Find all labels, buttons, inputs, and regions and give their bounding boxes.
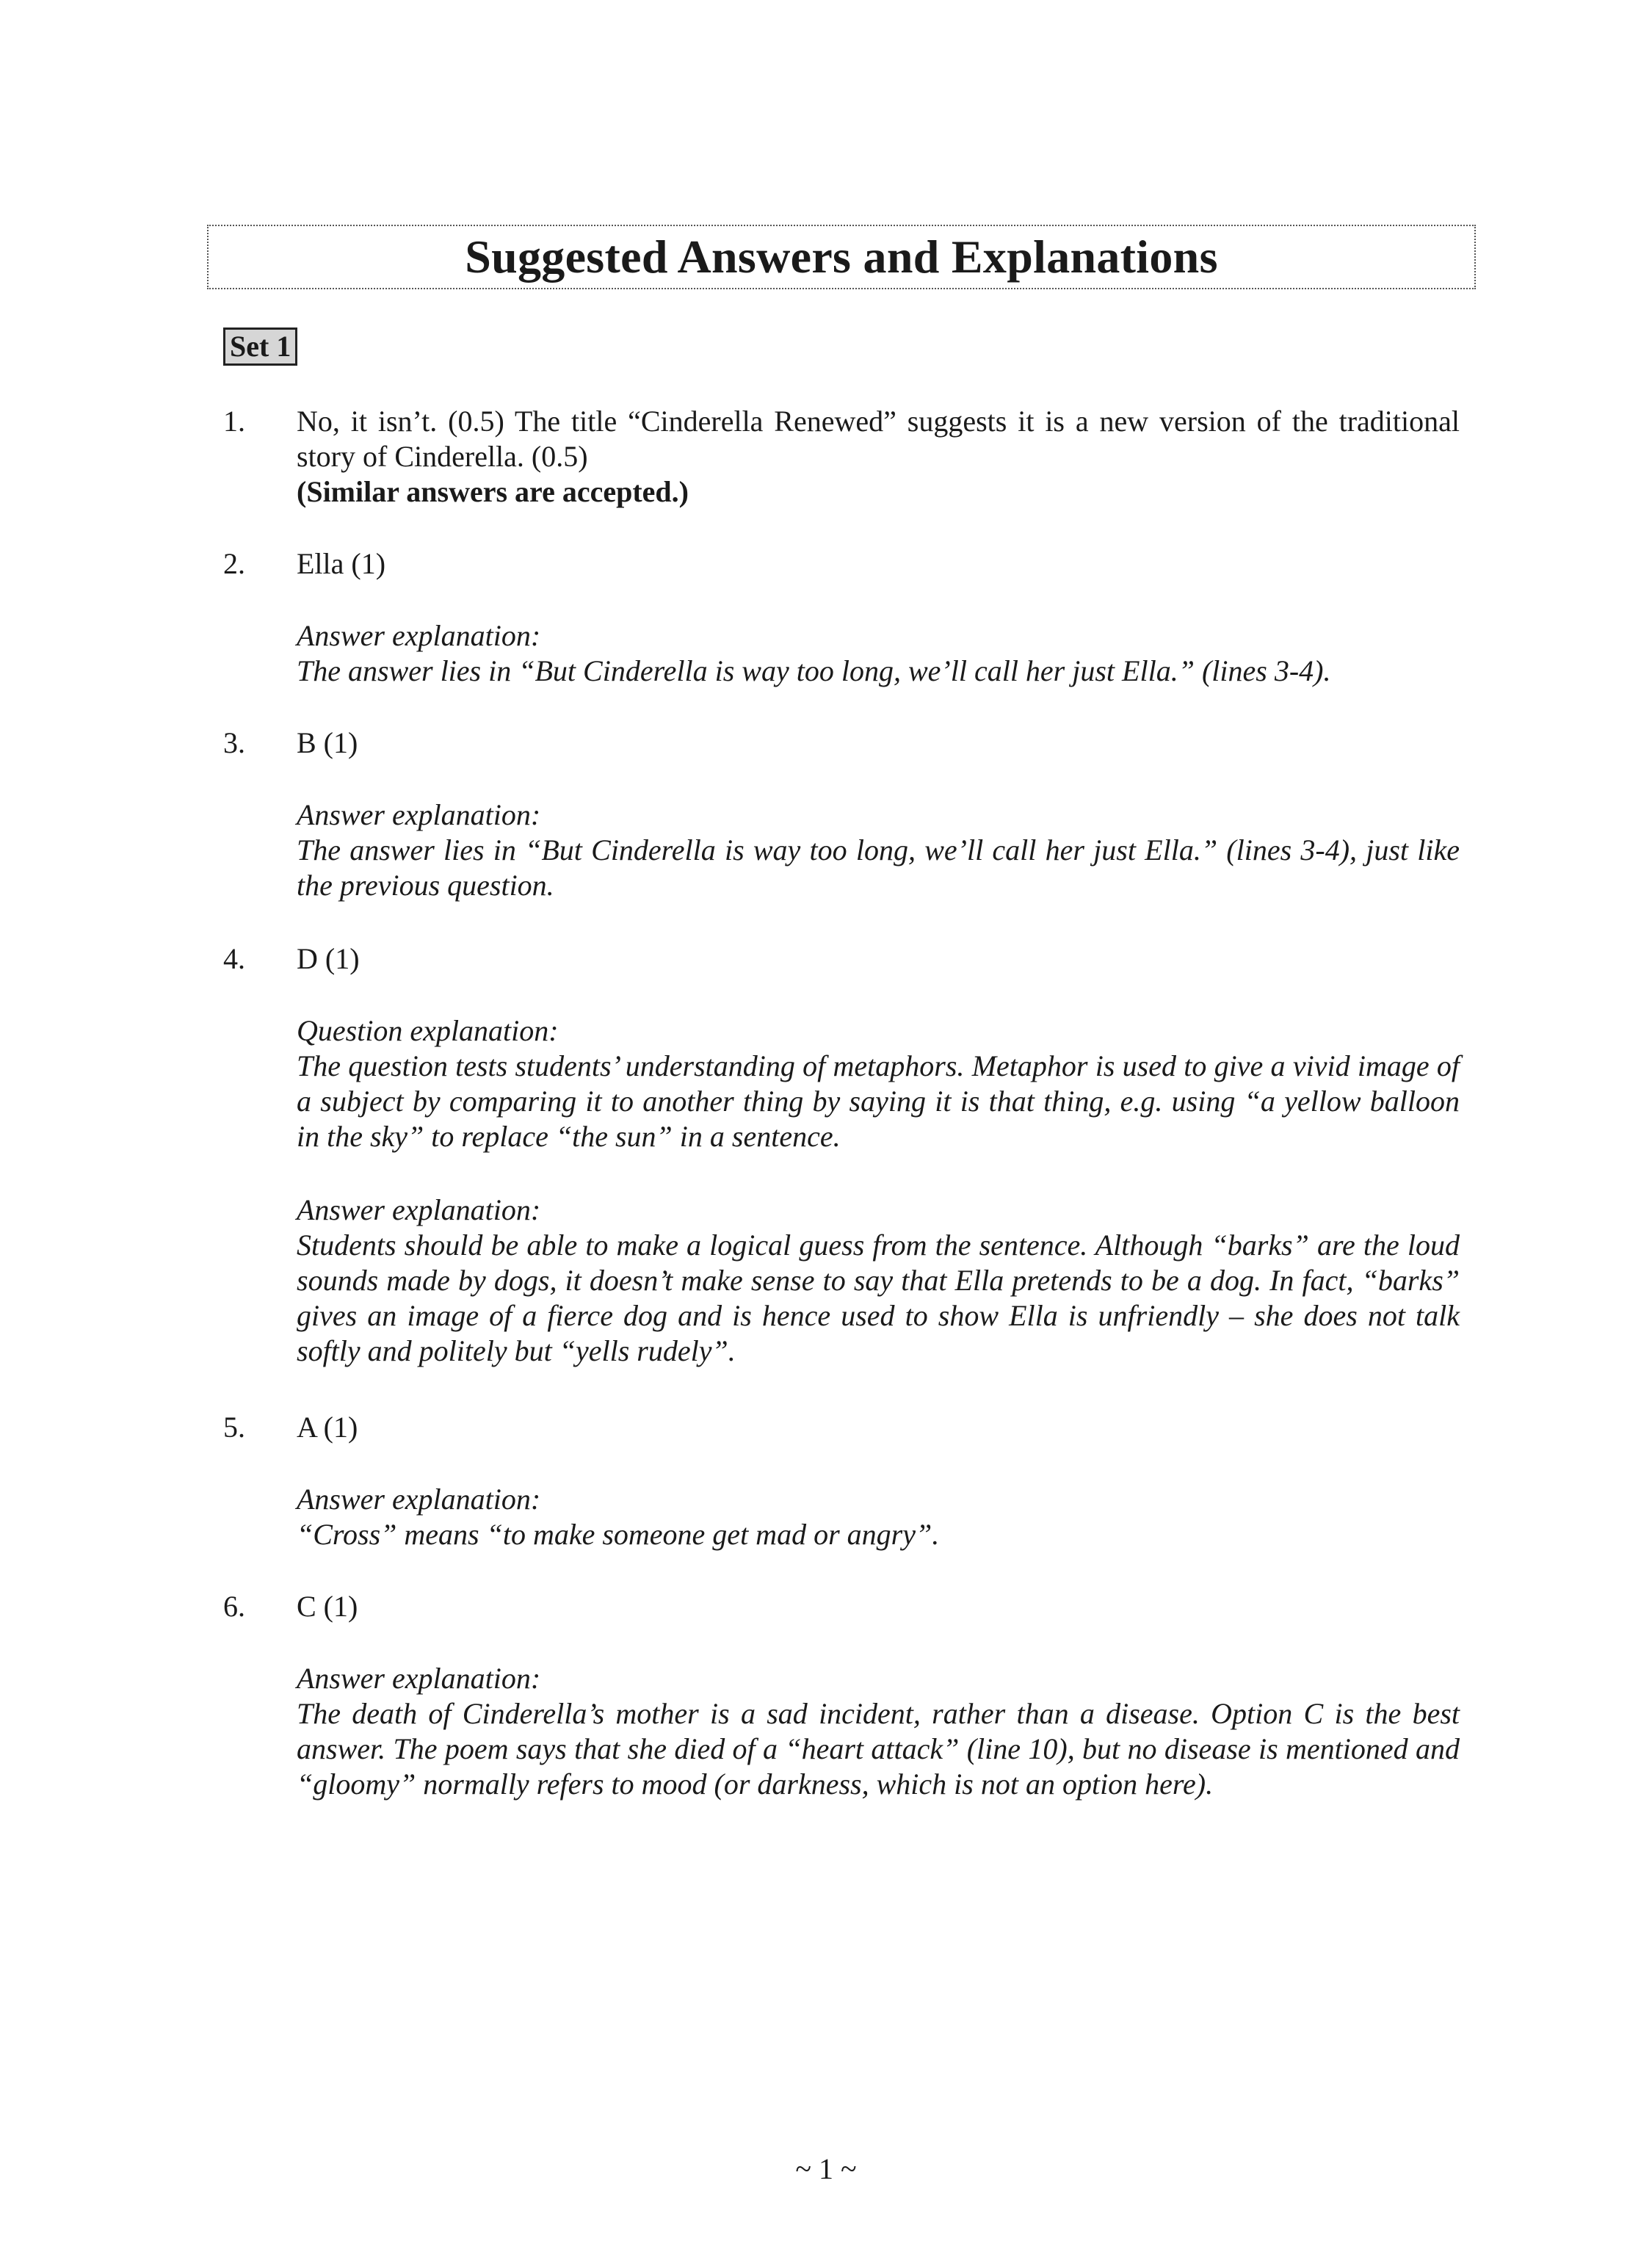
question-5-number: 5. bbox=[223, 1411, 245, 1444]
question-3-answer: B (1) bbox=[297, 726, 358, 759]
question-6-answer: C (1) bbox=[297, 1590, 358, 1623]
question-2-explanation bbox=[297, 618, 1460, 689]
question-3 bbox=[297, 725, 1460, 761]
question-2-number: 2. bbox=[223, 547, 245, 580]
question-4-answer-explanation bbox=[297, 1193, 1460, 1369]
question-6-number: 6. bbox=[223, 1590, 245, 1623]
question-2 bbox=[297, 546, 1460, 582]
question-4-exp-text: Students should be able to make a logical guess from the sentence. Although “barks” are the loud sounds made by dogs, it doesn’t make sense to say that Ella pretends to be a dog. In fact, “barks” gives an image of a fierce dog and is hence used to show Ella is unfriendly – she does not talk softly and politely but “yells rudely”. bbox=[297, 1228, 1460, 1367]
page-title: Suggested Answers and Explanations bbox=[465, 231, 1218, 283]
page-number: ~ 1 ~ bbox=[795, 2152, 857, 2185]
question-4-qexp-label: Question explanation: bbox=[297, 1014, 559, 1047]
question-1-answer: No, it isn’t. (0.5) The title “Cinderella Renewed” suggests it is a new version of the traditional story of Cinderella. (0.5) bbox=[297, 405, 1460, 473]
set-label: Set 1 bbox=[223, 328, 297, 366]
question-6-exp-text: The death of Cinderella’s mother is a sad incident, rather than a disease. Option C is the best answer. The poem says that she died of a “heart attack” (line 10), but no disease is mentioned and “gloomy” normally refers to mood (or darkness, which is not an option here). bbox=[297, 1697, 1460, 1801]
question-5-answer: A (1) bbox=[297, 1411, 358, 1444]
question-1-number: 1. bbox=[223, 405, 245, 438]
question-4-qexp-text: The question tests students’ understanding of metaphors. Metaphor is used to give a vivid image of a subject by comparing it to another thing by saying it is that thing, e.g. using “a yellow balloon in the sky” to replace “the sun” in a sentence. bbox=[297, 1049, 1460, 1153]
question-6-exp-label: Answer explanation: bbox=[297, 1662, 541, 1695]
question-4-question-explanation bbox=[297, 1013, 1460, 1154]
question-5-explanation bbox=[297, 1482, 1460, 1552]
question-5-exp-text: “Cross” means “to make someone get mad or angry”. bbox=[297, 1518, 940, 1551]
question-4-number: 4. bbox=[223, 942, 245, 975]
question-3-exp-text: The answer lies in “But Cinderella is way too long, we’ll call her just Ella.” (lines 3-4), just like the previous question. bbox=[297, 833, 1460, 902]
question-3-exp-label: Answer explanation: bbox=[297, 798, 541, 831]
question-6-explanation bbox=[297, 1661, 1460, 1802]
question-4 bbox=[297, 941, 1460, 977]
question-2-exp-label: Answer explanation: bbox=[297, 619, 541, 652]
question-5 bbox=[297, 1410, 1460, 1445]
question-6 bbox=[297, 1589, 1460, 1624]
question-4-answer: D (1) bbox=[297, 942, 360, 975]
title-box bbox=[207, 225, 1476, 289]
question-2-exp-text: The answer lies in “But Cinderella is way too long, we’ll call her just Ella.” (lines 3-4). bbox=[297, 654, 1331, 687]
question-3-number: 3. bbox=[223, 726, 245, 759]
question-3-explanation bbox=[297, 797, 1460, 903]
question-1-note: (Similar answers are accepted.) bbox=[297, 475, 689, 508]
question-2-answer: Ella (1) bbox=[297, 547, 386, 580]
question-5-exp-label: Answer explanation: bbox=[297, 1483, 541, 1516]
question-1 bbox=[297, 404, 1460, 510]
question-4-exp-label: Answer explanation: bbox=[297, 1193, 541, 1226]
